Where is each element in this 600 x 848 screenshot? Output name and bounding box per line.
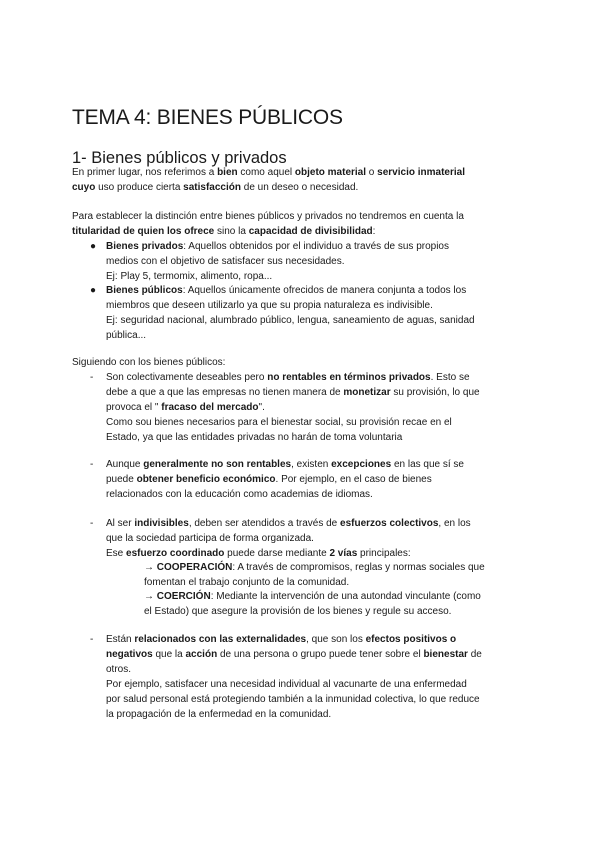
distinction-paragraph: Para establecer la distinción entre bienes públicos y privados no tendremos en cuenta la titularidad de quien los ofrece sino la capacidad de divisibilidad: <box>72 211 464 237</box>
intro-paragraph: En primer lugar, nos referimos a bien como aquel objeto material o servicio inmaterial cuyo uso produce cierta satisfacción de un deseo o necesidad. <box>72 167 465 193</box>
dash-marker: - <box>90 372 94 383</box>
sub-item-coercion: → COERCIÓN: Mediante la intervención de una autondad vinculante (como el Estado) que asegure la provisión de los bienes y regule su acceso. <box>144 591 481 617</box>
list-item-private-goods: Bienes privados: Aquellos obtenidos por el individuo a través de sus propios medios con el objetivo de satisfacer sus necesidades. Ej: Play 5, termomix, alimento, ropa... <box>106 241 449 282</box>
list-item-point-1: Son colectivamente deseables pero no rentables en términos privados. Esto se debe a que a que las empresas no tienen manera de monetizar su provisión, lo que provoca el " fracaso del mercado". Como sou bienes necesarios para el bienestar social, su provisión recae en el Estado, ya que las entidades privadas no harán de toma voluntaria <box>106 372 480 443</box>
arrow-right-icon: → <box>144 562 157 573</box>
list-item-point-2: Aunque generalmente no son rentables, existen excepciones en las que sí se puede obtener beneficio económico. Por ejemplo, en el caso de bienes relacionados con la educación como academias de idiomas. <box>106 459 464 500</box>
list-item-public-goods: Bienes públicos: Aquellos únicamente ofrecidos de manera conjunta a todos los miembros que deseen utilizarlo ya que su propia naturaleza es indivisible. Ej: seguridad nacional, alumbrado público, lengua, saneamiento de aguas, sanidad pública... <box>106 285 475 341</box>
bullet-icon: ● <box>90 241 97 252</box>
page-title: TEMA 4: BIENES PÚBLICOS <box>72 106 343 130</box>
dash-marker: - <box>90 459 94 470</box>
dash-marker: - <box>90 634 94 645</box>
arrow-right-icon: → <box>144 591 157 602</box>
following-paragraph: Siguiendo con los bienes públicos: <box>72 357 226 368</box>
sub-item-cooperation: → COOPERACIÓN: A través de compromisos, reglas y normas sociales que fomentan el trabajo conjunto de la comunidad. <box>144 562 485 588</box>
section-heading: 1- Bienes públicos y privados <box>72 148 287 167</box>
bullet-icon: ● <box>90 285 97 296</box>
dash-marker: - <box>90 518 94 529</box>
list-item-point-3: Al ser indivisibles, deben ser atendidos a través de esfuerzos colectivos, en los que la sociedad participa de forma organizada. Ese esfuerzo coordinado puede darse mediante 2 vías principales: <box>106 518 471 559</box>
list-item-point-4: Están relacionados con las externalidades, que son los efectos positivos o negativos que la acción de una persona o grupo puede tener sobre el bienestar de otros. Por ejemplo, satisfacer una necesidad individual al vacunarte de una enfermedad por salud personal está protegiendo también a la inmunidad colectiva, lo que reduce la propagación de la enfermedad en la comunidad. <box>106 634 482 720</box>
